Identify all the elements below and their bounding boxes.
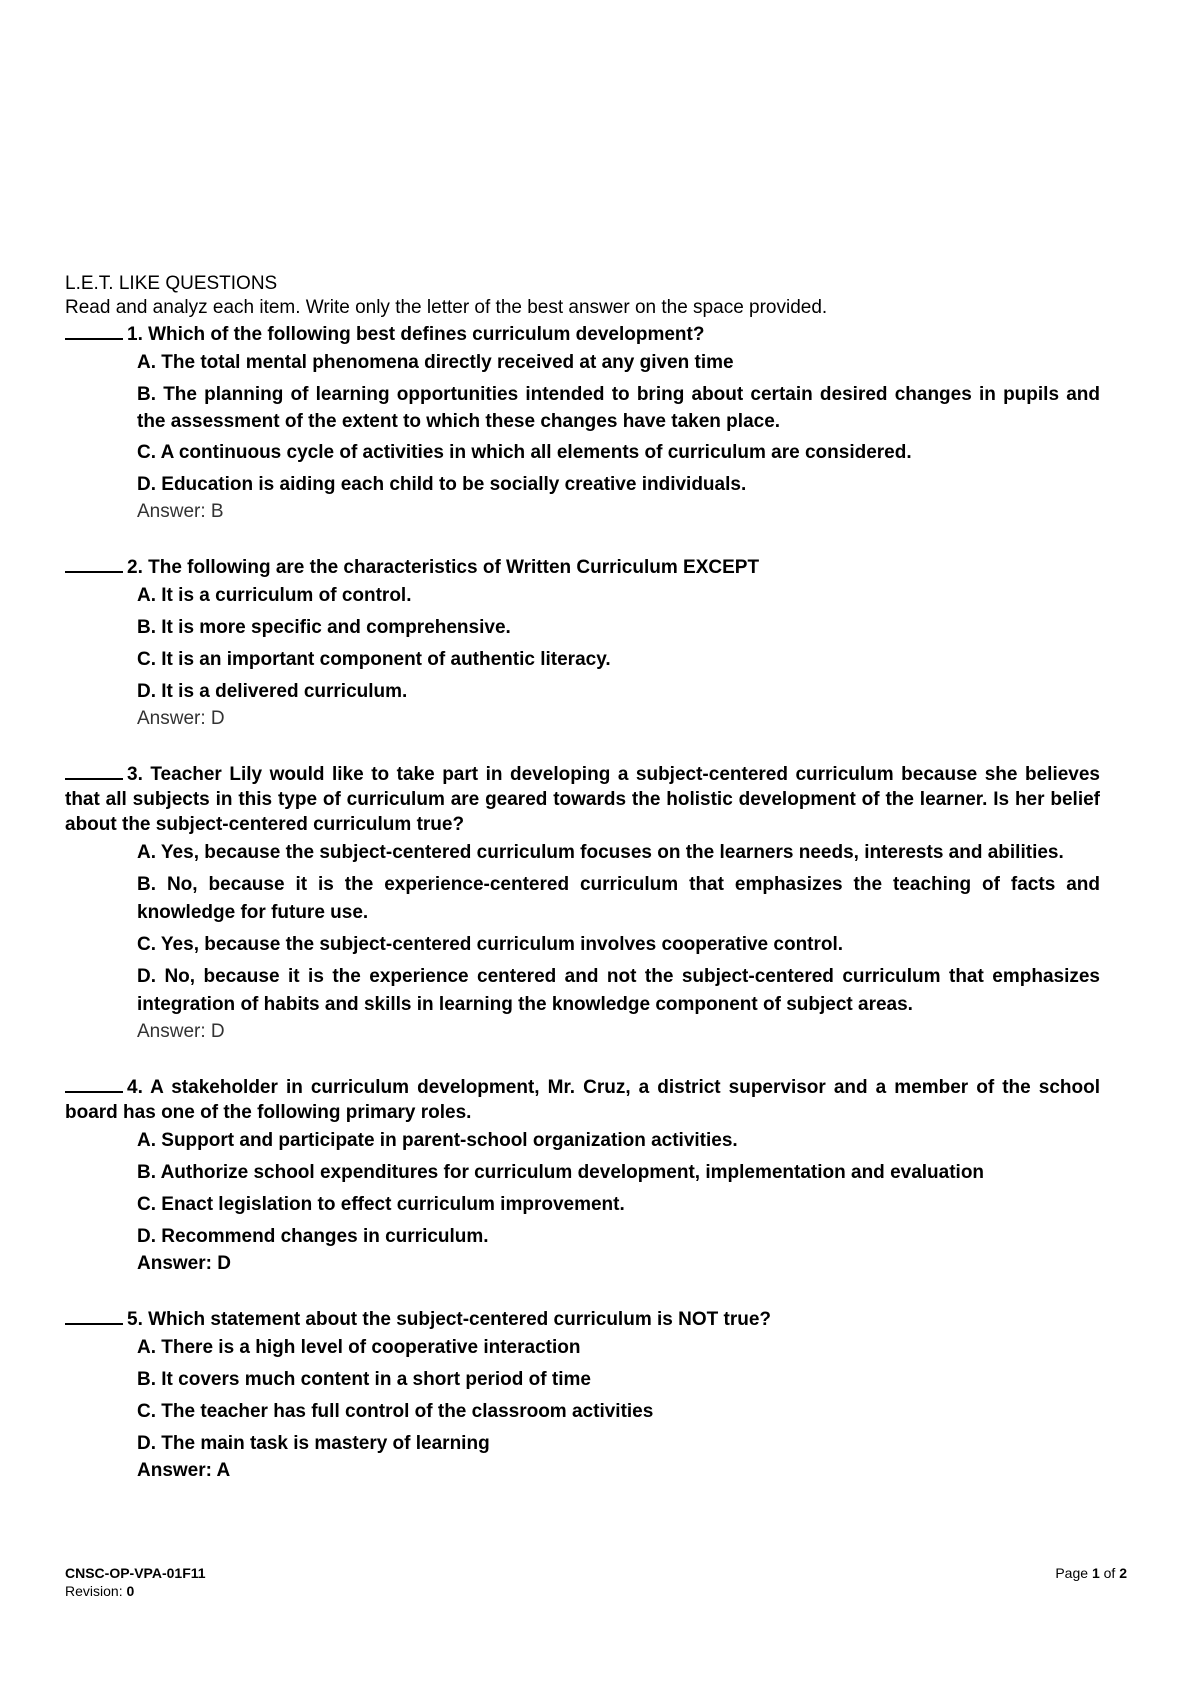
question-stem [65, 555, 1100, 580]
option-d: D. No, because it is the experience centered and not the subject-centered curriculum that emphasizes integration of habits and skills in learning the knowledge component of subject areas. [137, 966, 1100, 1015]
option-b: B. No, because it is the experience-centered curriculum that emphasizes the teaching of facts and knowledge for future use. [137, 874, 1100, 923]
option-c: C. A continuous cycle of activities in which all elements of curriculum are considered. [137, 442, 912, 463]
option-c: C. Enact legislation to effect curriculum improvement. [137, 1194, 625, 1215]
question-stem [65, 762, 1100, 837]
instructions: Read and analyz each item. Write only the letter of the best answer on the space provided. [65, 297, 828, 318]
revision [65, 1582, 206, 1600]
option-c: C. Yes, because the subject-centered curriculum involves cooperative control. [137, 934, 844, 955]
revision-label: Revision: [65, 1583, 127, 1599]
options-list [137, 349, 1100, 525]
option-b: B. Authorize school expenditures for curriculum development, implementation and evaluation [137, 1162, 985, 1183]
page-label: Page [1055, 1565, 1092, 1581]
answer-blank[interactable] [65, 324, 123, 340]
option-a: A. There is a high level of cooperative interaction [137, 1337, 581, 1358]
revision-value: 0 [126, 1583, 135, 1599]
question-stem [65, 1307, 1100, 1332]
page-current: 1 [1091, 1565, 1100, 1581]
option-a: A. Yes, because the subject-centered curriculum focuses on the learners needs, interests and abilities. [137, 842, 1064, 863]
option-d: D. It is a delivered curriculum. [137, 681, 408, 702]
options-list [137, 1334, 1100, 1484]
question-text: 4. A stakeholder in curriculum development, Mr. Cruz, a district supervisor and a member of the school board has one of the following primary roles. [65, 1077, 1100, 1123]
page-title: L.E.T. LIKE QUESTIONS [65, 273, 278, 294]
question-stem [65, 1075, 1100, 1125]
question-text: 3. Teacher Lily would like to take part in developing a subject-centered curriculum because she believes that all subjects in this type of curriculum are geared towards the holistic development of the learner. Is her belief about the subject-centered curriculum true? [65, 764, 1100, 835]
option-a: A. The total mental phenomena directly received at any given time [137, 352, 734, 373]
document-code: CNSC-OP-VPA-01F11 [65, 1565, 206, 1581]
footer-left [65, 1564, 206, 1600]
option-b: B. The planning of learning opportunities intended to bring about certain desired changes in pupils and the assessment of the extent to which these changes have taken place. [137, 384, 1100, 432]
option-c: C. The teacher has full control of the classroom activities [137, 1401, 654, 1422]
document-content [65, 272, 1100, 1484]
question-1 [65, 322, 1100, 525]
answer-key: Answer: A [137, 1460, 231, 1481]
answer-key: Answer: B [137, 501, 224, 522]
option-d: D. Education is aiding each child to be socially creative individuals. [137, 474, 747, 495]
question-text: 2. The following are the characteristics of Written Curriculum EXCEPT [127, 557, 760, 578]
answer-blank[interactable] [65, 557, 123, 573]
answer-key: Answer: D [137, 1021, 225, 1042]
option-a: A. It is a curriculum of control. [137, 585, 412, 606]
question-stem [65, 322, 1100, 347]
options-list [137, 582, 1100, 732]
question-text: 1. Which of the following best defines curriculum development? [127, 324, 705, 345]
page-total: 2 [1119, 1565, 1127, 1581]
question-2 [65, 555, 1100, 732]
page-of: of [1099, 1565, 1120, 1581]
question-text: 5. Which statement about the subject-centered curriculum is NOT true? [127, 1309, 771, 1330]
question-5 [65, 1307, 1100, 1484]
option-d: D. Recommend changes in curriculum. [137, 1226, 489, 1247]
option-a: A. Support and participate in parent-school organization activities. [137, 1130, 738, 1151]
answer-blank[interactable] [65, 1077, 123, 1093]
options-list [137, 1127, 1100, 1277]
answer-key: Answer: D [137, 1253, 231, 1274]
question-4 [65, 1075, 1100, 1277]
page-number [1055, 1564, 1127, 1582]
answer-blank[interactable] [65, 764, 123, 780]
option-b: B. It is more specific and comprehensive. [137, 617, 511, 638]
answer-key: Answer: D [137, 708, 225, 729]
question-3 [65, 762, 1100, 1045]
options-list [137, 839, 1100, 1045]
option-c: C. It is an important component of authentic literacy. [137, 649, 611, 670]
option-b: B. It covers much content in a short period of time [137, 1369, 591, 1390]
answer-blank[interactable] [65, 1309, 123, 1325]
option-d: D. The main task is mastery of learning [137, 1433, 490, 1454]
